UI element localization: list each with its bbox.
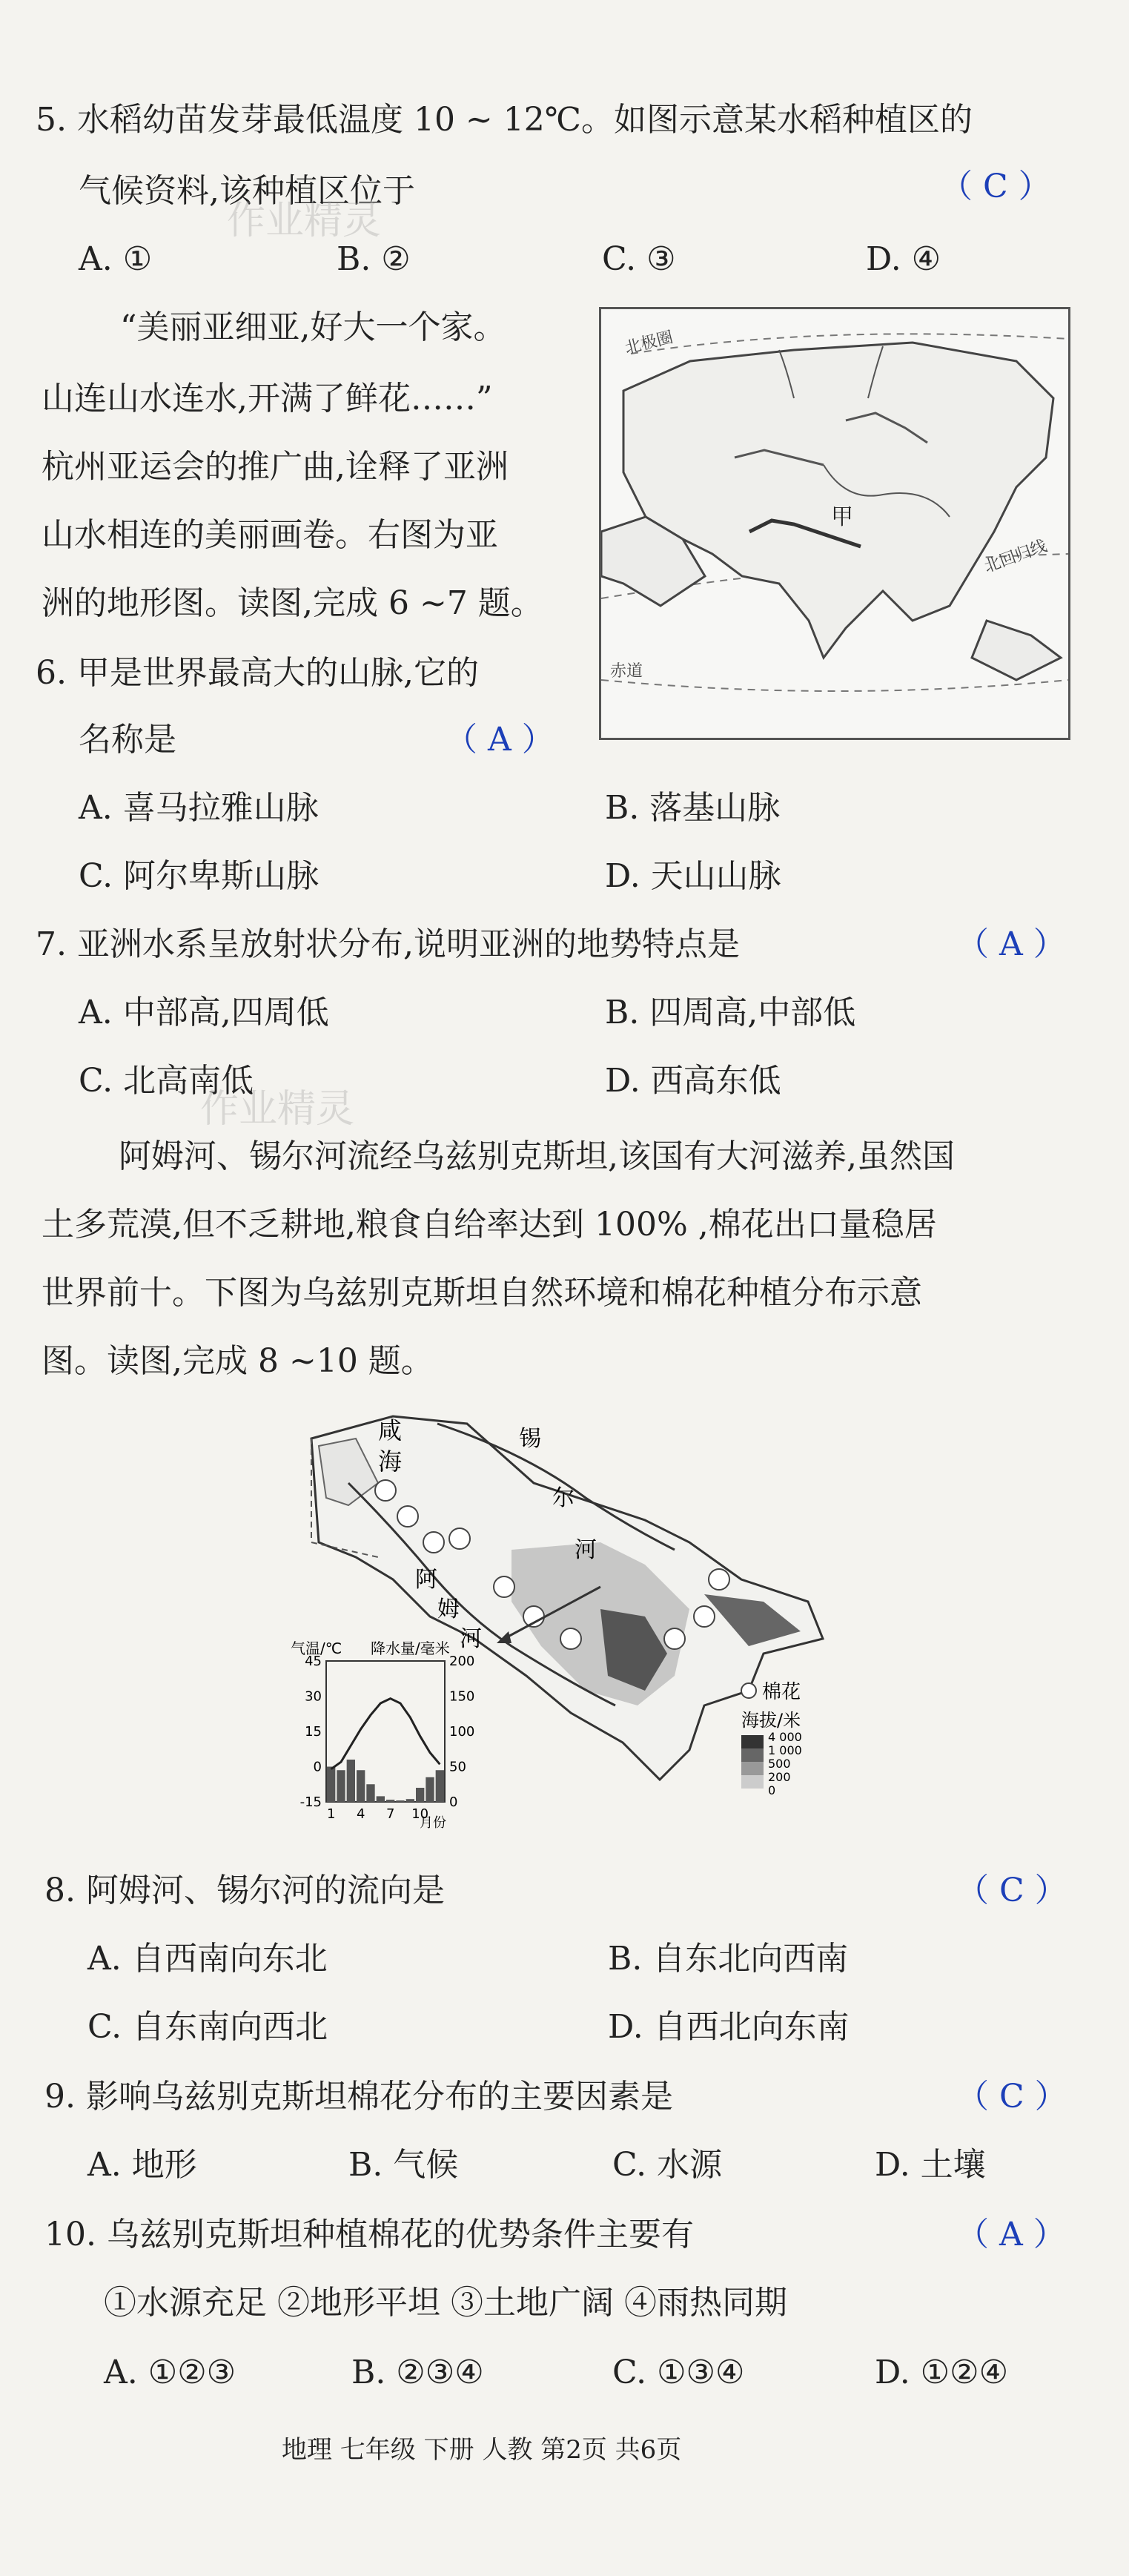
intro67-line5: 洲的地形图。读图,完成 6 ~7 题。 xyxy=(42,584,543,622)
precipitation-bar xyxy=(337,1770,345,1802)
intro67-line4: 山水相连的美丽画卷。右图为亚 xyxy=(42,516,498,554)
climate-chart xyxy=(291,1639,474,1831)
legend-swatch xyxy=(741,1748,764,1762)
q9-option-d: D. 土壤 xyxy=(875,2146,986,2184)
q9-option-a: A. 地形 xyxy=(87,2146,197,2184)
intro810-line3: 世界前十。下图为乌兹别克斯坦自然环境和棉花种植分布示意 xyxy=(42,1274,922,1312)
legend-elev-title: 海拔/米 xyxy=(741,1710,801,1731)
watermark: 作业精灵 xyxy=(227,199,382,243)
q10-answer: （ A ） xyxy=(956,2216,1066,2253)
q7-answer: （ A ） xyxy=(956,925,1066,963)
q8-option-c: C. 自东南向西北 xyxy=(87,2008,328,2046)
q10-option-a: A. ①②③ xyxy=(104,2354,236,2391)
q10-option-d: D. ①②④ xyxy=(875,2354,1009,2391)
climate-right-title: 降水量/毫米 xyxy=(371,1639,450,1657)
q9-stem: 9. 影响乌兹别克斯坦棉花分布的主要因素是 xyxy=(44,2078,673,2116)
q7-stem: 7. 亚洲水系呈放射状分布,说明亚洲的地势特点是 xyxy=(36,925,740,963)
precipitation-bar xyxy=(327,1767,335,1803)
q5-option-d: D. ④ xyxy=(866,240,941,278)
uzbekistan-map-svg xyxy=(289,1394,852,1839)
jia-label: 甲 xyxy=(831,504,853,530)
q5-answer: （ C ） xyxy=(940,168,1051,205)
legend-cotton-icon xyxy=(741,1683,756,1698)
southeast-islands xyxy=(972,621,1061,680)
cotton-icon xyxy=(397,1506,418,1527)
legend-cotton-label: 棉花 xyxy=(762,1681,801,1703)
climate-right-tick: 200 xyxy=(449,1654,475,1669)
intro67-line2: 山连山水连水,开满了鲜花……” xyxy=(42,380,493,417)
climate-right-tick: 0 xyxy=(449,1794,458,1810)
arctic-circle-label: 北极圈 xyxy=(623,328,675,358)
syr-label-2: 尔 xyxy=(552,1485,575,1511)
precipitation-bar xyxy=(406,1799,414,1802)
climate-left-tick: 30 xyxy=(305,1688,322,1705)
asia-map-svg xyxy=(601,309,1068,738)
tropic-label: 北回归线 xyxy=(981,537,1050,577)
precipitation-bar xyxy=(357,1770,365,1802)
q8-stem: 8. 阿姆河、锡尔河的流向是 xyxy=(44,1872,445,1909)
precipitation-bar xyxy=(426,1777,434,1802)
precipitation-bar xyxy=(377,1796,385,1802)
legend-swatch xyxy=(741,1762,764,1775)
amu-label-1: 阿 xyxy=(415,1567,437,1593)
q5-option-c: C. ③ xyxy=(602,240,676,278)
uzbekistan-map xyxy=(289,1394,852,1839)
q9-answer: （ C ） xyxy=(956,2078,1067,2116)
climate-right-tick: 50 xyxy=(449,1759,466,1775)
cotton-icon xyxy=(560,1628,581,1649)
legend-elev-1: 1 000 xyxy=(768,1743,802,1757)
q10-option-b: B. ②③④ xyxy=(351,2354,484,2391)
cotton-icon xyxy=(664,1628,685,1649)
climate-left-tick: 0 xyxy=(313,1759,322,1775)
climate-left-tick: 15 xyxy=(305,1724,322,1740)
q6-answer: （ A ） xyxy=(445,721,554,759)
legend-swatch xyxy=(741,1775,764,1789)
intro67-line3: 杭州亚运会的推广曲,诠释了亚洲 xyxy=(42,448,509,486)
intro810-line1: 阿姆河、锡尔河流经乌兹别克斯坦,该国有大河滋养,虽然国 xyxy=(119,1137,955,1175)
cotton-icon xyxy=(423,1532,444,1553)
q5-option-b: B. ② xyxy=(337,240,411,278)
climate-x-unit: 月份 xyxy=(420,1815,446,1831)
q8-option-a: A. 自西南向东北 xyxy=(87,1940,328,1978)
precipitation-bar xyxy=(416,1788,424,1802)
q6-stem-line1: 6. 甲是世界最高大的山脉,它的 xyxy=(36,654,479,692)
climate-x-tick: 10 xyxy=(411,1806,429,1822)
q7-option-b: B. 四周高,中部低 xyxy=(605,994,856,1031)
aral-sea-label-1: 咸 xyxy=(378,1416,403,1444)
temperature-curve xyxy=(331,1699,440,1769)
q5-stem-line1: 5. 水稻幼苗发芽最低温度 10 ~ 12℃。如图示意某水稻种植区的 xyxy=(36,101,973,139)
precipitation-bar xyxy=(436,1770,444,1802)
cotton-icon xyxy=(375,1480,396,1501)
q10-stem: 10. 乌兹别克斯坦种植棉花的优势条件主要有 xyxy=(44,2216,694,2253)
intro810-line2: 土多荒漠,但不乏耕地,粮食自给率达到 100% ,棉花出口量稳居 xyxy=(42,1206,937,1244)
q6-option-d: D. 天山山脉 xyxy=(605,857,781,895)
q8-answer: （ C ） xyxy=(956,1872,1067,1909)
intro810-line4: 图。读图,完成 8 ~10 题。 xyxy=(42,1342,434,1380)
q8-option-b: B. 自东北向西南 xyxy=(608,1940,849,1978)
legend-elev-0: 4 000 xyxy=(768,1730,802,1744)
amu-label-3: 河 xyxy=(460,1626,482,1652)
q7-option-a: A. 中部高,四周低 xyxy=(79,994,329,1031)
precipitation-bar xyxy=(347,1760,355,1802)
climate-right-tick: 100 xyxy=(449,1724,475,1740)
climate-right-tick: 150 xyxy=(449,1688,475,1705)
intro67-line1: “美丽亚细亚,好大一个家。 xyxy=(120,308,506,346)
watermark: 作业精灵 xyxy=(200,1087,355,1132)
legend-elev-2: 500 xyxy=(768,1757,791,1771)
equator-label: 赤道 xyxy=(610,662,643,681)
climate-left-title: 气温/℃ xyxy=(291,1639,342,1657)
climate-x-tick: 4 xyxy=(356,1806,365,1822)
syr-label-3: 河 xyxy=(575,1537,597,1563)
q5-stem-line2: 气候资料,该种植区位于 xyxy=(79,172,415,210)
asia-landmass xyxy=(623,343,1053,658)
legend-elev-4: 0 xyxy=(768,1783,776,1797)
q7-option-c: C. 北高南低 xyxy=(79,1062,254,1100)
cotton-icon xyxy=(709,1569,729,1590)
q8-option-d: D. 自西北向东南 xyxy=(608,2008,850,2046)
climate-x-tick: 1 xyxy=(326,1806,336,1822)
q10-conditions: ①水源充足 ②地形平坦 ③土地广阔 ④雨热同期 xyxy=(104,2284,787,2322)
equator-line xyxy=(601,680,1068,691)
syr-label-1: 锡 xyxy=(519,1426,541,1452)
page-footer: 地理 七年级 下册 人教 第2页 共6页 xyxy=(282,2435,682,2465)
q6-stem-line2: 名称是 xyxy=(79,721,176,759)
q5-option-a: A. ① xyxy=(79,240,153,278)
precipitation-bar xyxy=(386,1800,394,1802)
climate-x-tick: 7 xyxy=(385,1806,395,1822)
q7-option-d: D. 西高东低 xyxy=(605,1062,781,1100)
cotton-icon xyxy=(449,1528,470,1549)
aral-sea-label-2: 海 xyxy=(378,1447,403,1476)
precipitation-bar xyxy=(366,1784,374,1802)
legend-swatch xyxy=(741,1735,764,1748)
climate-left-tick: -15 xyxy=(299,1794,322,1810)
q6-option-c: C. 阿尔卑斯山脉 xyxy=(79,857,320,895)
climate-left-tick: 45 xyxy=(305,1654,322,1669)
cotton-icon xyxy=(494,1576,514,1597)
q9-option-c: C. 水源 xyxy=(612,2146,723,2184)
asia-terrain-map xyxy=(599,307,1070,740)
q9-option-b: B. 气候 xyxy=(348,2146,459,2184)
q10-option-c: C. ①③④ xyxy=(612,2354,745,2391)
q6-option-b: B. 落基山脉 xyxy=(605,789,781,827)
cotton-icon xyxy=(694,1606,715,1627)
q6-option-a: A. 喜马拉雅山脉 xyxy=(79,789,319,827)
legend-elev-3: 200 xyxy=(768,1770,791,1784)
amu-label-2: 姆 xyxy=(437,1596,460,1622)
precipitation-bar xyxy=(396,1800,404,1802)
